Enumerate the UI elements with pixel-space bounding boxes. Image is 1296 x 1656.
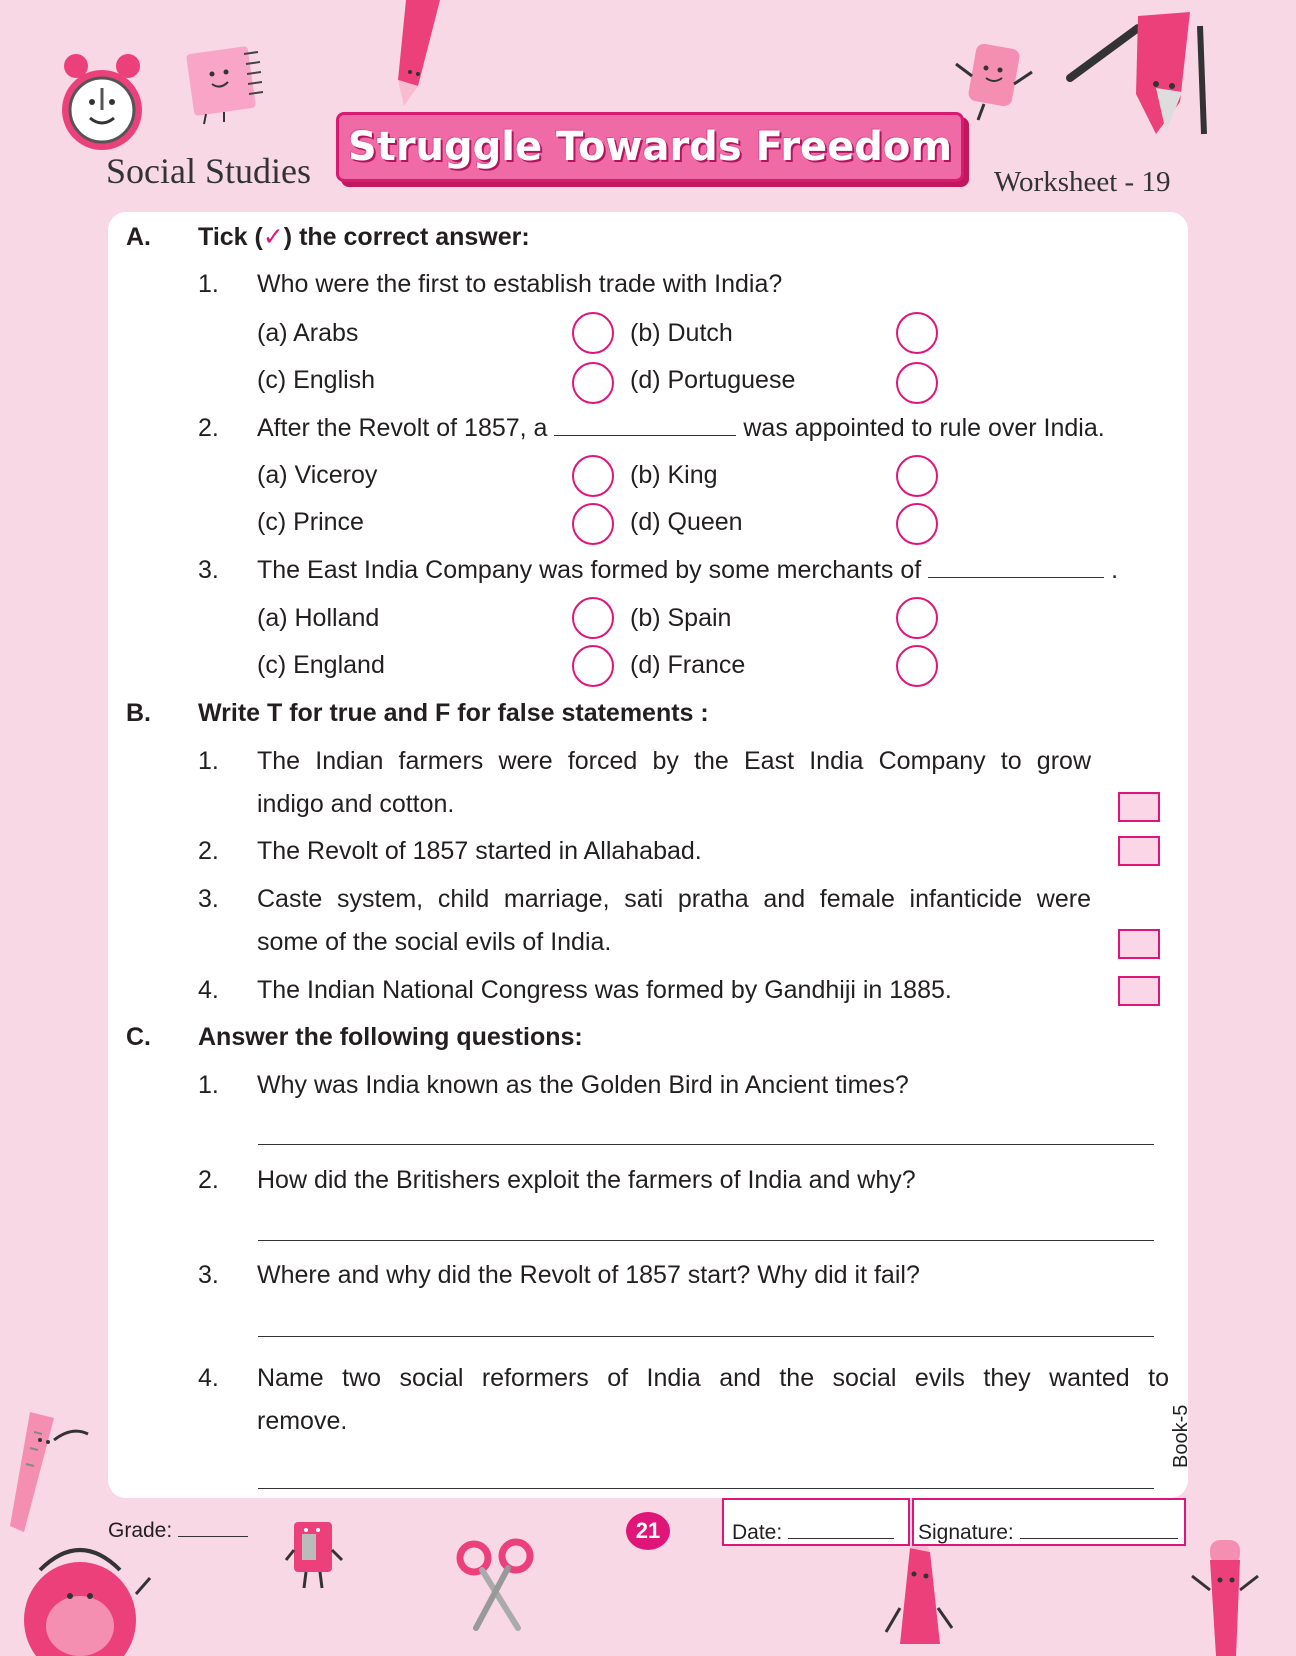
answer-circle[interactable] <box>896 312 938 354</box>
page-title: Struggle Towards Freedom <box>347 124 953 170</box>
pencil-character-icon <box>1070 6 1210 138</box>
option-label: (b) Dutch <box>630 319 733 347</box>
answer-circle[interactable] <box>896 645 938 687</box>
section-a-heading <box>198 222 530 252</box>
true-false-box[interactable] <box>1118 792 1160 822</box>
question-text <box>257 555 1118 585</box>
grade-blank[interactable] <box>178 1518 248 1537</box>
option-label: (d) Portuguese <box>630 366 796 394</box>
option-label: (a) Holland <box>257 604 380 632</box>
eraser-icon <box>948 42 1038 122</box>
date-box[interactable] <box>722 1498 910 1546</box>
fill-in-blank[interactable] <box>928 555 1104 578</box>
sharpener-icon <box>284 1520 344 1590</box>
pencil-icon <box>384 0 444 110</box>
answer-circle[interactable] <box>572 312 614 354</box>
statement-text: Caste system, child marriage, sati pratha and female infanticide were <box>257 885 1091 913</box>
answer-circle[interactable] <box>896 455 938 497</box>
answer-circle[interactable] <box>896 503 938 545</box>
statement-number: 4. <box>198 976 219 1004</box>
heading-part: ) the correct answer: <box>283 223 530 251</box>
question-number: 1. <box>198 1071 219 1099</box>
option-label: (a) Viceroy <box>257 461 378 489</box>
fill-in-blank[interactable] <box>554 413 736 436</box>
answer-circle[interactable] <box>572 362 614 404</box>
section-c-heading: Answer the following questions: <box>198 1023 583 1051</box>
statement-number: 3. <box>198 885 219 913</box>
statement-number: 1. <box>198 747 219 775</box>
question-number: 2. <box>198 1166 219 1194</box>
signature-blank[interactable] <box>1020 1520 1178 1539</box>
section-a-letter: A. <box>126 223 151 251</box>
statement-number: 2. <box>198 837 219 865</box>
section-c-letter: C. <box>126 1023 151 1051</box>
answer-circle[interactable] <box>572 455 614 497</box>
tick-icon: ✓ <box>262 223 284 251</box>
question-text-part: After the Revolt of 1857, a <box>257 414 548 442</box>
question-number: 2. <box>198 414 219 442</box>
option-label: (a) Arabs <box>257 319 359 347</box>
page-number: 21 <box>626 1512 670 1550</box>
statement-text: some of the social evils of India. <box>257 928 612 956</box>
statement-text: indigo and cotton. <box>257 790 455 818</box>
answer-circle[interactable] <box>896 362 938 404</box>
question-number: 4. <box>198 1364 219 1392</box>
notepad-icon <box>176 46 266 124</box>
subject-label: Social Studies <box>106 151 311 191</box>
statement-text: The Indian National Congress was formed by Gandhiji in 1885. <box>257 976 952 1004</box>
option-label: (b) King <box>630 461 718 489</box>
answer-circle[interactable] <box>572 597 614 639</box>
answer-line[interactable] <box>258 1336 1154 1337</box>
date-field <box>732 1518 894 1548</box>
question-text-part: The East India Company was formed by some merchants of <box>257 556 922 584</box>
option-label: (d) Queen <box>630 508 743 536</box>
answer-line[interactable] <box>258 1488 1154 1489</box>
option-label: (d) France <box>630 651 746 679</box>
answer-circle[interactable] <box>896 597 938 639</box>
grade-label: Grade: <box>108 1519 173 1542</box>
option-label: (c) English <box>257 366 376 394</box>
alarm-clock-icon <box>56 48 156 158</box>
question-text: Who were the first to establish trade with India? <box>257 270 783 298</box>
crayon-icon <box>884 1548 954 1654</box>
question-text: How did the Britishers exploit the farmers of India and why? <box>257 1166 916 1194</box>
true-false-box[interactable] <box>1118 976 1160 1006</box>
question-text: Where and why did the Revolt of 1857 start? Why did it fail? <box>257 1261 920 1289</box>
section-b-letter: B. <box>126 699 151 727</box>
answer-circle[interactable] <box>572 645 614 687</box>
option-label: (c) Prince <box>257 508 364 536</box>
grade-field <box>108 1516 248 1546</box>
question-number: 3. <box>198 556 219 584</box>
statement-text: The Indian farmers were forced by the East India Company to grow <box>257 747 1091 775</box>
date-label: Date: <box>732 1521 783 1544</box>
ruler-icon <box>10 1412 90 1532</box>
scissors-icon <box>456 1538 536 1632</box>
statement-text: The Revolt of 1857 started in Allahabad. <box>257 837 702 865</box>
question-number: 3. <box>198 1261 219 1289</box>
signature-label: Signature: <box>918 1521 1014 1544</box>
question-text: Name two social reformers of India and the social evils they wanted to <box>257 1364 1169 1392</box>
question-text <box>257 413 1105 443</box>
signature-box[interactable] <box>912 1498 1186 1546</box>
question-text: remove. <box>257 1407 348 1435</box>
question-text-part: was appointed to rule over India. <box>743 414 1105 442</box>
title-banner <box>336 112 964 182</box>
signature-field <box>918 1518 1178 1548</box>
backpack-icon <box>20 1530 150 1656</box>
option-label: (c) England <box>257 651 385 679</box>
question-text: Why was India known as the Golden Bird in Ancient times? <box>257 1071 909 1099</box>
pen-icon <box>1190 1540 1260 1656</box>
true-false-box[interactable] <box>1118 836 1160 866</box>
worksheet-number: Worksheet - 19 <box>994 166 1171 198</box>
answer-line[interactable] <box>258 1144 1154 1145</box>
date-blank[interactable] <box>788 1520 894 1539</box>
question-number: 1. <box>198 270 219 298</box>
true-false-box[interactable] <box>1118 929 1160 959</box>
answer-line[interactable] <box>258 1240 1154 1241</box>
answer-circle[interactable] <box>572 503 614 545</box>
question-text-part: . <box>1111 556 1119 584</box>
heading-part: Tick ( <box>198 223 263 251</box>
book-label: Book-5 <box>1170 1404 1192 1468</box>
section-b-heading: Write T for true and F for false statements : <box>198 699 709 727</box>
option-label: (b) Spain <box>630 604 732 632</box>
